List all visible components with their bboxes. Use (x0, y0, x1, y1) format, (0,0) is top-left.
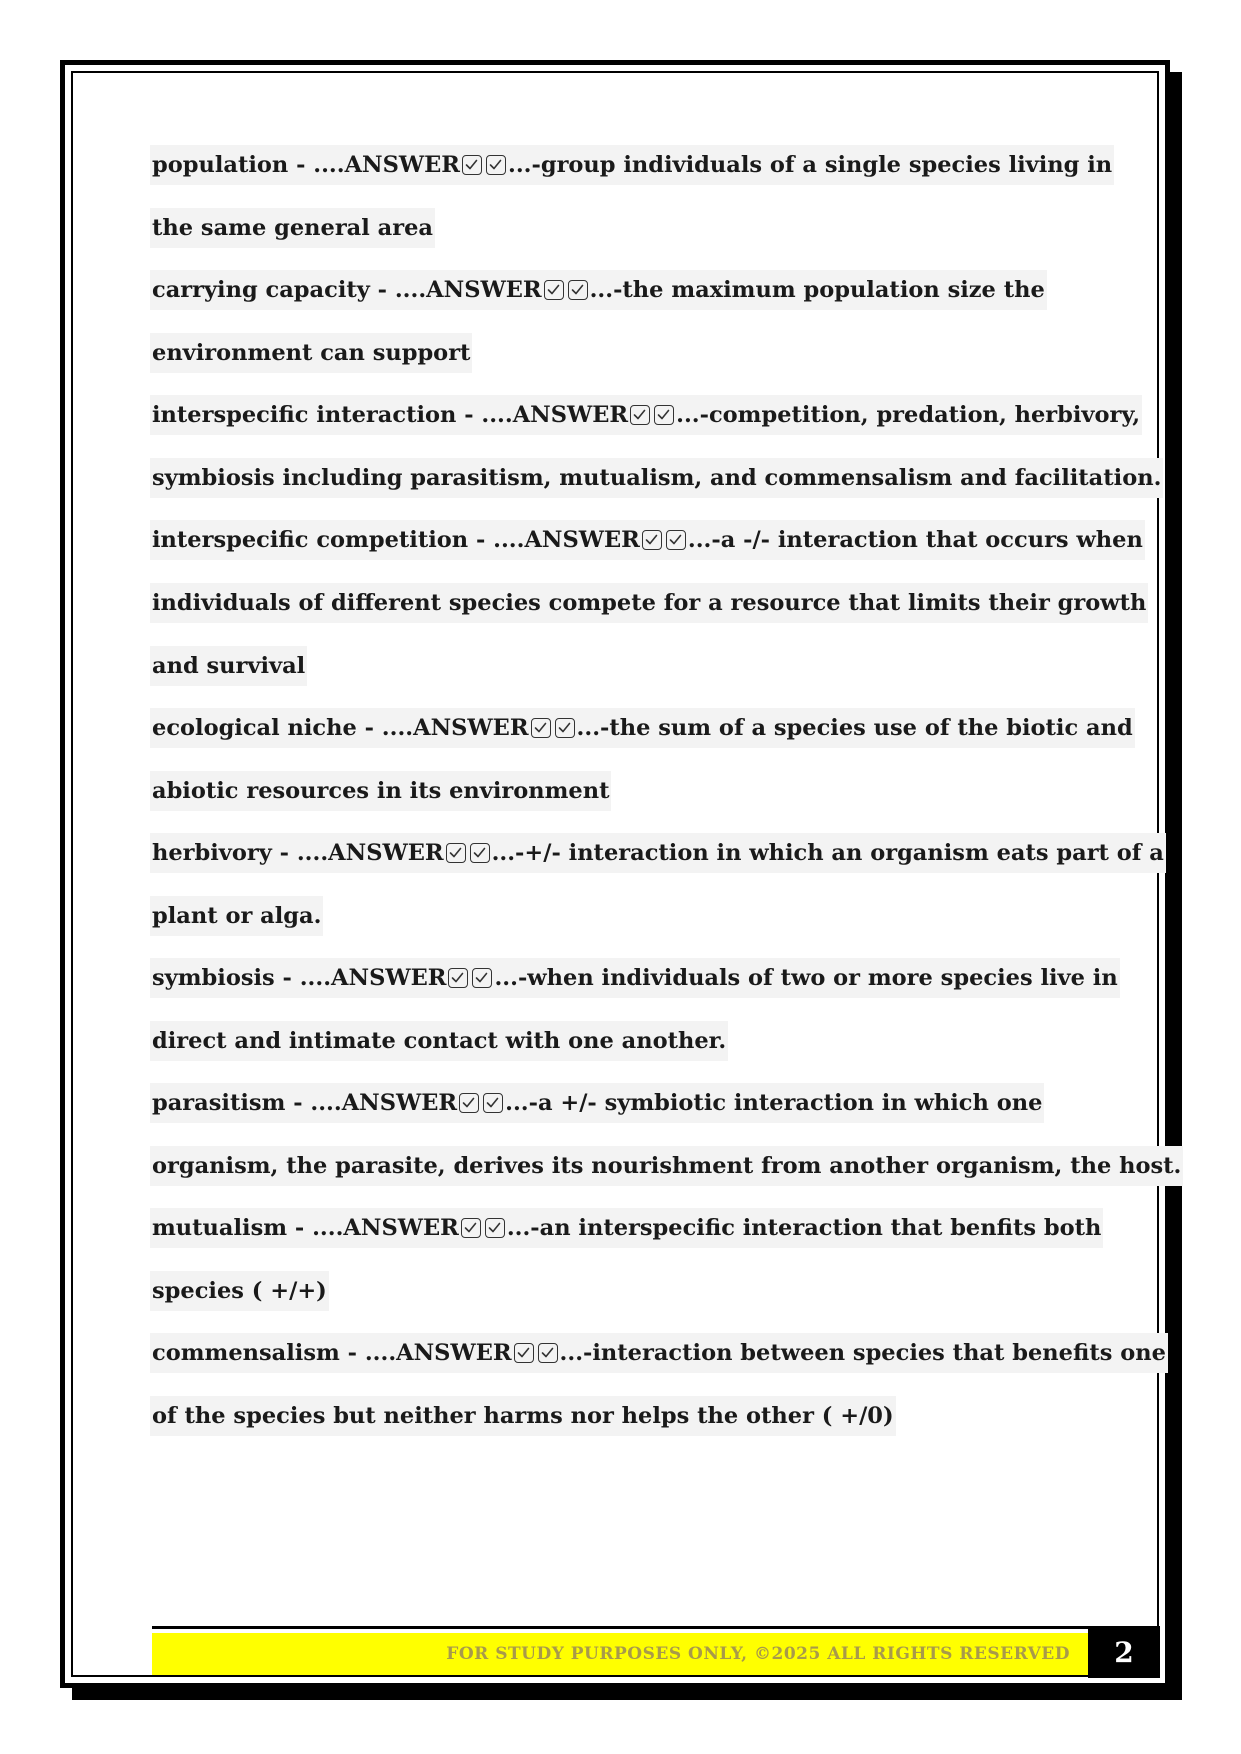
answer-label: - ....ANSWER (274, 965, 447, 991)
flashcard-definition-line: environment can support (150, 333, 472, 373)
flashcard-definition-line: organism, the parasite, derives its nourishment from another organism, the host. (150, 1146, 1183, 1186)
checkbox-check-icon (666, 530, 686, 550)
checkbox-check-icon (483, 1093, 503, 1113)
flashcard-first-line (150, 708, 1135, 748)
answer-label: - ....ANSWER (369, 277, 542, 303)
flashcard-definition-line: symbiosis including parasitism, mutualism, and commensalism and facilitation. (150, 458, 1163, 498)
flashcard-definition: ...-an interspecific interaction that benfits both (506, 1215, 1102, 1241)
flashcard-list (150, 145, 1182, 1458)
flashcard-first-line (150, 395, 1142, 435)
flashcard-definition: ...-a -/- interaction that occurs when (687, 527, 1143, 553)
flashcard-first-line (150, 1083, 1044, 1123)
answer-label: - ....ANSWER (468, 527, 640, 553)
flashcard-term: ecological niche (152, 715, 357, 741)
flashcard-definition-line: plant or alga. (150, 896, 323, 936)
checkbox-check-icon (470, 843, 490, 863)
flashcard-definition: ...-+/- interaction in which an organism eats part of a (491, 840, 1164, 866)
checkbox-check-icon (448, 968, 468, 988)
checkbox-check-icon (446, 843, 466, 863)
flashcard-definition-line: individuals of different species compete for a resource that limits their growth (150, 583, 1148, 623)
flashcard-definition: ...-a +/- symbiotic interaction in which one (505, 1090, 1043, 1116)
answer-label: - ....ANSWER (287, 1215, 459, 1241)
checkbox-check-icon (538, 1343, 558, 1363)
flashcard-first-line (150, 270, 1047, 310)
flashcard-entry (150, 708, 1133, 811)
flashcard-definition: ...-the maximum population size the (589, 277, 1045, 303)
flashcard-term: carrying capacity (152, 277, 370, 303)
checkbox-check-icon (485, 1218, 505, 1238)
checkbox-check-icon (461, 1218, 481, 1238)
checkbox-check-icon (462, 155, 482, 175)
checkbox-check-icon (514, 1343, 534, 1363)
flashcard-term: interspecific competition (152, 527, 469, 553)
flashcard-entry (150, 1208, 1102, 1311)
flashcard-definition: ...-competition, predation, herbivory, (676, 402, 1141, 428)
checkbox-check-icon (654, 405, 674, 425)
flashcard-term: interspecific interaction (152, 402, 457, 428)
flashcard-first-line (150, 145, 1114, 185)
checkbox-check-icon (544, 280, 564, 300)
answer-label: - ....ANSWER (288, 152, 460, 178)
page-number: 2 (1088, 1626, 1160, 1678)
flashcard-definition: ...-group individuals of a single species living in (508, 152, 1113, 178)
checkbox-check-icon (642, 530, 662, 550)
flashcard-entry (150, 395, 1162, 498)
flashcard-first-line (150, 958, 1120, 998)
flashcard-first-line (150, 1208, 1103, 1248)
answer-label: - ....ANSWER (456, 402, 629, 428)
flashcard-term: commensalism (152, 1340, 340, 1366)
footer-rule (152, 1626, 1088, 1629)
footer-band (152, 1633, 1088, 1675)
checkbox-check-icon (486, 155, 506, 175)
flashcard-entry (150, 1083, 1182, 1186)
flashcard-entry (150, 270, 1090, 373)
checkbox-check-icon (472, 968, 492, 988)
flashcard-definition-line: and survival (150, 646, 307, 686)
flashcard-term: mutualism (152, 1215, 288, 1241)
footer-text: FOR STUDY PURPOSES ONLY, ©2025 ALL RIGHTS RESERVED (446, 1644, 1070, 1664)
flashcard-definition-line: direct and intimate contact with one another. (150, 1021, 728, 1061)
flashcard-term: symbiosis (152, 965, 275, 991)
flashcard-entry (150, 1333, 1166, 1436)
flashcard-entry (150, 958, 1118, 1061)
flashcard-definition-line: the same general area (150, 208, 435, 248)
flashcard-first-line (150, 1333, 1168, 1373)
flashcard-entry (150, 520, 1147, 686)
answer-label: - ....ANSWER (271, 840, 444, 866)
checkbox-check-icon (459, 1093, 479, 1113)
flashcard-definition-line: species ( +/+) (150, 1271, 329, 1311)
answer-label: - ....ANSWER (285, 1090, 458, 1116)
checkbox-check-icon (555, 718, 575, 738)
flashcard-definition: ...-interaction between species that benefits one (559, 1340, 1166, 1366)
flashcard-entry (150, 145, 1113, 248)
checkbox-check-icon (630, 405, 650, 425)
checkbox-check-icon (568, 280, 588, 300)
flashcard-definition: ...-the sum of a species use of the biotic and (576, 715, 1133, 741)
flashcard-term: herbivory (152, 840, 272, 866)
flashcard-first-line (150, 833, 1166, 873)
flashcard-first-line (150, 520, 1145, 560)
checkbox-check-icon (531, 718, 551, 738)
answer-label: - ....ANSWER (356, 715, 529, 741)
flashcard-term: population (152, 152, 289, 178)
flashcard-definition-line: of the species but neither harms nor helps the other ( +/0) (150, 1396, 896, 1436)
flashcard-definition-line: abiotic resources in its environment (150, 771, 611, 811)
flashcard-entry (150, 833, 1164, 936)
flashcard-definition: ...-when individuals of two or more species live in (494, 965, 1118, 991)
answer-label: - ....ANSWER (339, 1340, 512, 1366)
flashcard-term: parasitism (152, 1090, 286, 1116)
